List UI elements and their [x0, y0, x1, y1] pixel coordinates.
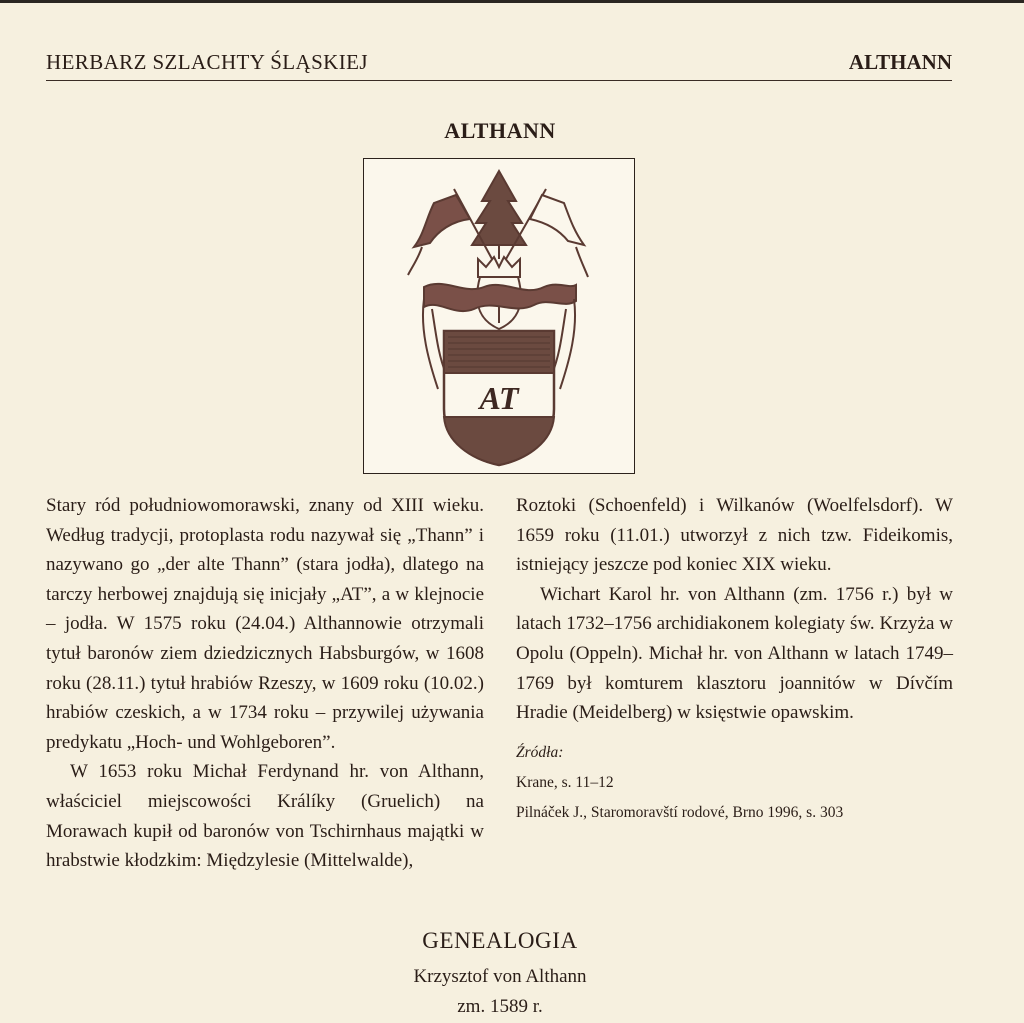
paragraph: Stary ród południowomorawski, znany od XIII wieku. Według tradycji, protoplasta rodu nazywał się „Thann” i nazywano go „der alte Thann” (stara jodła), dlatego na tarczy herbowej znajdują się inicjały „AT”, a w klejnocie – jodła. W 1575 roku (24.04.) Althannowie otrzymali tytuł baronów ziem dziedzicznych Habsburgów, w 1608 roku (28.11.) tytuł hrabiów Rzeszy, w 1609 roku (10.02.) hrabiów czeskich, a w 1734 roku – przywilej używania predykatu „Hoch- und Wohlgeboren”. [46, 495, 484, 753]
genealogy-line: Krzysztof von Althann [413, 966, 587, 987]
coat-of-arms-monogram: AT [479, 380, 519, 416]
paragraph: Roztoki (Schoenfeld) i Wilkanów (Woelfelsdorf). W 1659 roku (11.01.) utworzył z nich tzw. Fideikomis, istniejący jeszcze pod koniec XIX wieku. [516, 495, 953, 576]
running-head [46, 50, 952, 81]
right-column [516, 491, 953, 828]
genealogy-line: zm. 1589 r. [457, 996, 543, 1017]
top-edge-line [0, 0, 1024, 3]
running-head-section: ALTHANN [848, 50, 952, 74]
sources-block [516, 738, 953, 828]
running-head-book-title: HERBARZ SZLACHTY ŚLĄSKIEJ [46, 50, 368, 74]
source-entry: Pilnáček J., Staromoravští rodové, Brno 1996, s. 303 [516, 803, 844, 821]
paragraph: Wichart Karol hr. von Althann (zm. 1756 r.) był w latach 1732–1756 archidiakonem kolegiaty św. Krzyża w Opolu (Oppeln). Michał hr. von Althann w latach 1749–1769 był komturem klasztoru joannitów w Dívčím Hradie (Meidelberg) w księstwie opawskim. [516, 583, 953, 724]
paragraph: W 1653 roku Michał Ferdynand hr. von Althann, właściciel miejscowości Králíky (Gruelich) na Morawach kupił od baronów von Tschirnhaus majątki w hrabstwie kłodzkim: Międzylesie (Mittelwalde), [46, 761, 484, 872]
page-title: ALTHANN [444, 118, 556, 143]
source-entry: Krane, s. 11–12 [516, 773, 614, 791]
coat-of-arms-frame [363, 158, 635, 474]
coat-of-arms-icon [364, 159, 634, 473]
sources-label: Źródła: [516, 743, 564, 761]
genealogy-heading: GENEALOGIA [422, 928, 578, 953]
genealogy-section [0, 928, 1000, 1022]
left-column [46, 491, 484, 876]
